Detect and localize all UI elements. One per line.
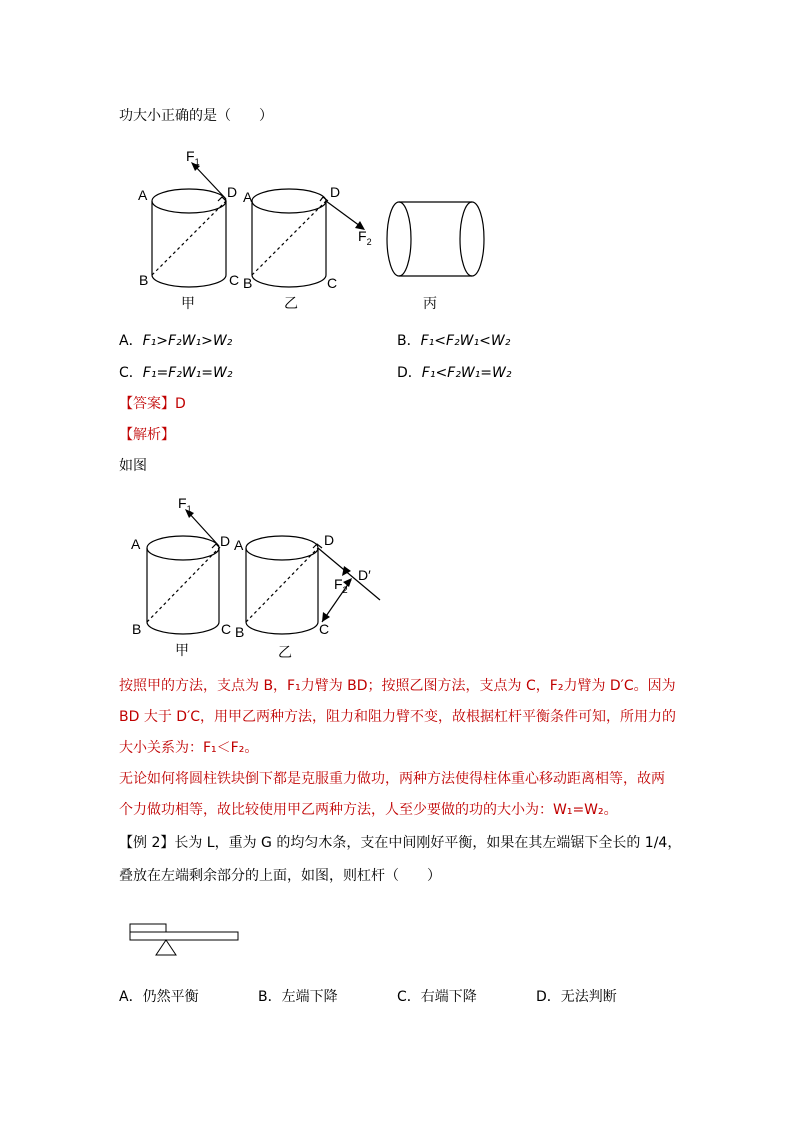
caption-yi: 乙 <box>284 296 298 312</box>
caption-jia: 甲 <box>181 296 195 312</box>
question-intro: 功大小正确的是（ ） <box>119 108 273 124</box>
option-b[interactable]: B．F₁<F₂W₁<W₂ <box>397 333 511 349</box>
answer: 【答案】D <box>119 396 186 412</box>
label-a-2: A <box>243 189 253 205</box>
label-c-2: C <box>327 275 338 291</box>
fulcrum <box>156 940 176 955</box>
label-d-2-2: D <box>324 532 335 548</box>
caption-jia-2: 甲 <box>175 643 189 659</box>
example-2-line-2: 叠放在左端剩余部分的上面，如图，则杠杆（ ） <box>119 868 441 884</box>
label-d-2: D <box>330 184 341 200</box>
f1-label: $F_1$ <box>186 148 200 167</box>
label-b-2-1: B <box>132 621 142 637</box>
option-c[interactable]: C．F₁=F₂W₁=W₂ <box>119 365 233 381</box>
label-d-prime: D′ <box>358 567 371 583</box>
option-d[interactable]: D．F₁<F₂W₁=W₂ <box>397 365 512 381</box>
example-2-line-1: 【例 2】长为 L，重为 G 的均匀木条，支在中间刚好平衡，如果在其左端锯下全长的 1/4， <box>119 835 682 851</box>
label-c-1: C <box>229 272 240 288</box>
label-c-2-1: C <box>221 621 232 637</box>
label-b-1: B <box>139 272 149 288</box>
label-a-1: A <box>138 187 148 203</box>
option-a[interactable]: A．F₁>F₂W₁>W₂ <box>119 333 233 349</box>
example-2-option-a[interactable]: A．仍然平衡 <box>119 989 199 1005</box>
analysis-tag: 【解析】 <box>119 427 175 443</box>
label-d-2-1: D <box>220 533 231 549</box>
label-b-2: B <box>243 275 253 291</box>
label-a-2-1: A <box>131 536 141 552</box>
analysis-line-4: 无论如何将圆柱铁块倒下都是克服重力做功，两种方法使得柱体重心移动距离相等，故两 <box>119 771 665 787</box>
analysis-line-2: BD 大于 D′C，用甲乙两种方法，阻力和阻力臂不变，故根据杠杆平衡条件可知，所用力的 <box>119 709 677 725</box>
label-b-2-2: B <box>235 624 245 640</box>
example-2-option-b[interactable]: B．左端下降 <box>258 989 338 1005</box>
as-figure: 如图 <box>119 458 147 474</box>
caption-bing: 丙 <box>423 296 437 312</box>
example-2-option-c[interactable]: C．右端下降 <box>397 989 477 1005</box>
f1-label-2: $F_1$ <box>178 495 192 514</box>
f2-label: $F_2$ <box>358 228 372 247</box>
label-a-2-2: A <box>234 537 244 553</box>
caption-yi-2: 乙 <box>278 645 292 661</box>
analysis-line-1: 按照甲的方法，支点为 B，F₁力臂为 BD；按照乙图方法，支点为 C，F₂力臂为 D′C。因为 <box>119 678 676 694</box>
label-d-1: D <box>227 184 238 200</box>
label-c-2-2: C <box>319 621 330 637</box>
plank-top-piece <box>130 924 166 932</box>
example-2-option-d[interactable]: D．无法判断 <box>536 989 617 1005</box>
f2-label-2: $F_2$ <box>334 576 348 595</box>
plank <box>130 932 238 940</box>
analysis-line-5: 个力做功相等，故比较使用甲乙两种方法，人至少要做的功的大小为：W₁=W₂。 <box>119 802 618 818</box>
analysis-line-3: 大小关系为：F₁＜F₂。 <box>119 740 259 756</box>
